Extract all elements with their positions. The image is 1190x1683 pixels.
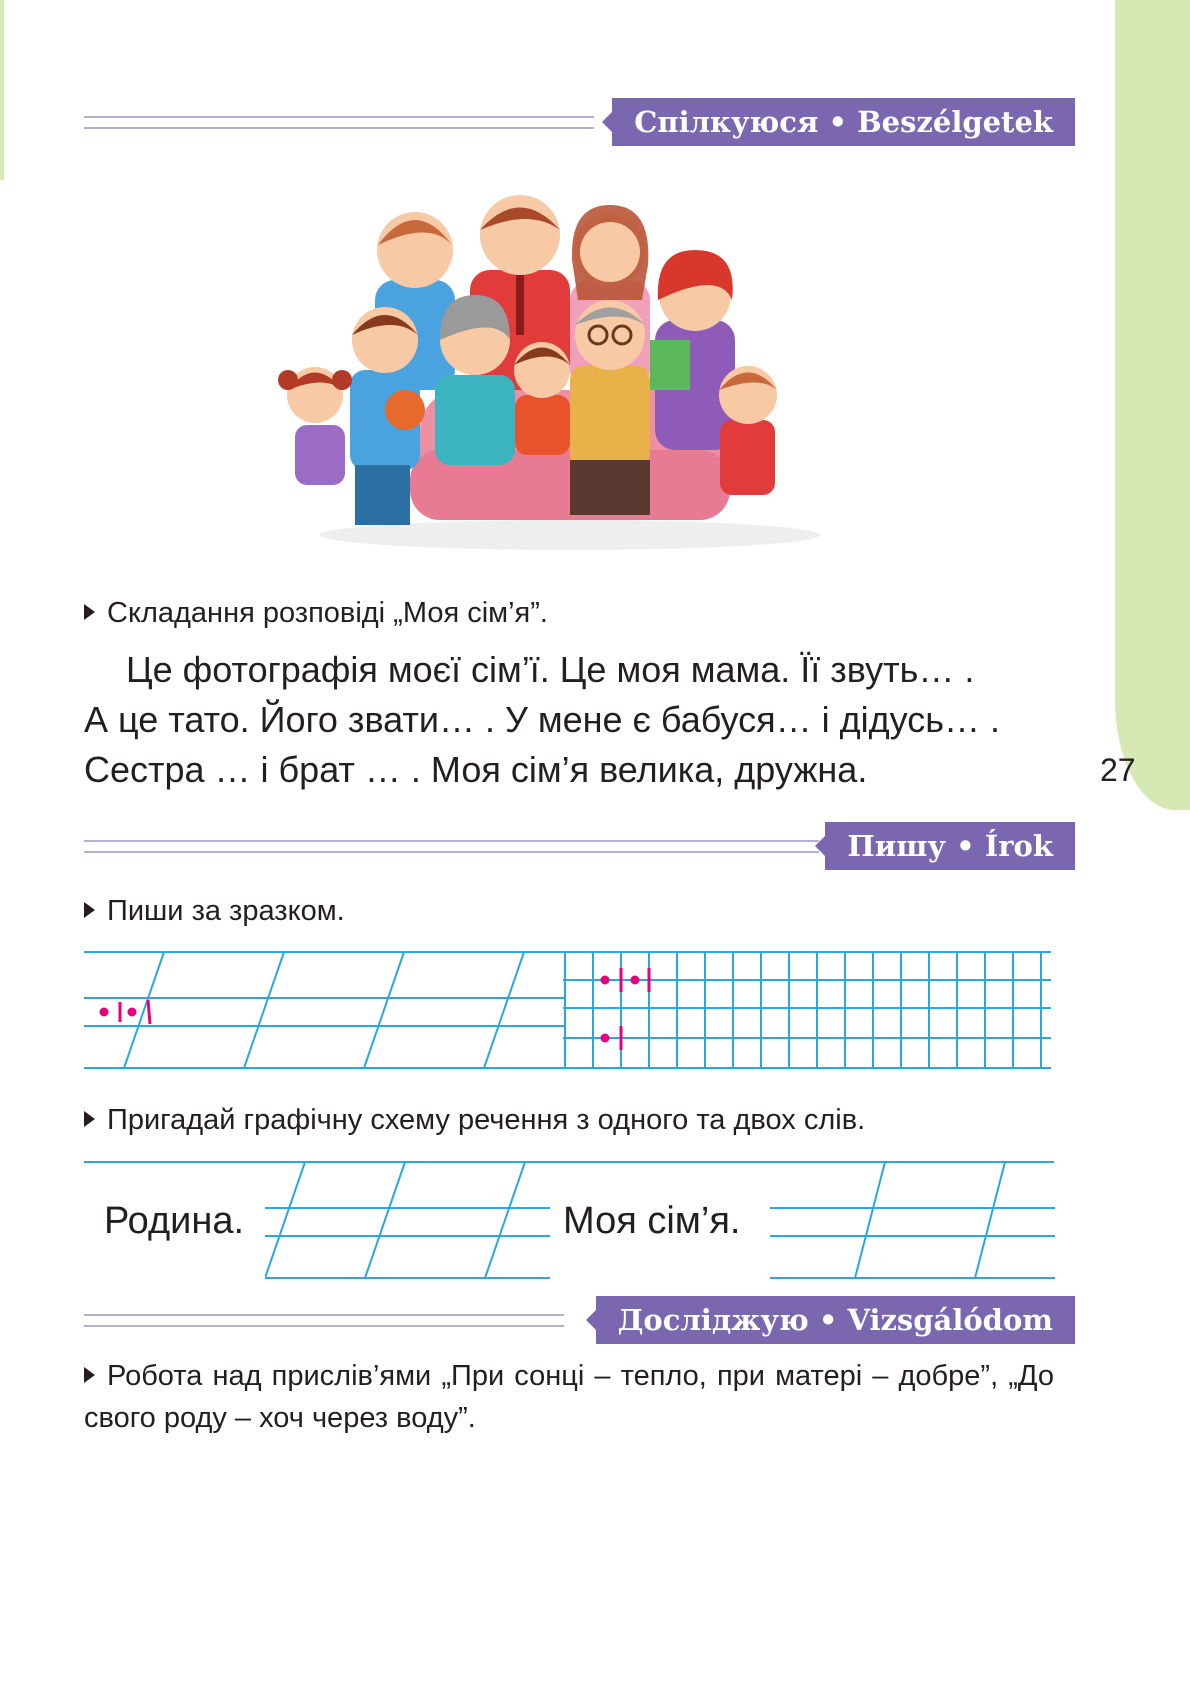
section-title-research: Досліджую • Vizsgálódom bbox=[596, 1296, 1075, 1344]
story-line: А це тато. Його звати… . У мене є бабуся… і дідусь… . bbox=[84, 699, 1001, 740]
section-rule bbox=[84, 840, 819, 853]
scheme-lines-one-word bbox=[265, 1160, 550, 1280]
page-edge-tab bbox=[1115, 0, 1190, 810]
grid-writing-cells bbox=[563, 950, 1053, 1070]
bullet-icon bbox=[84, 902, 95, 918]
left-edge-strip bbox=[0, 0, 4, 180]
section-rule bbox=[84, 1314, 564, 1327]
family-illustration bbox=[270, 190, 870, 560]
task-story: Складання розповіді „Моя сім’я”. bbox=[84, 593, 548, 633]
task-copy: Пиши за зразком. bbox=[84, 891, 345, 931]
bullet-icon bbox=[84, 1111, 95, 1127]
story-line: Це фотографія моєї сім’ї. Це моя мама. Її звуть… . bbox=[126, 649, 975, 690]
section-title-writing: Пишу • Írok bbox=[825, 822, 1075, 870]
scheme-word-one: Родина. bbox=[104, 1200, 245, 1242]
bullet-icon bbox=[84, 604, 95, 620]
bullet-icon bbox=[84, 1367, 95, 1383]
scheme-word-two: Моя сім’я. bbox=[563, 1200, 741, 1242]
story-line: Сестра … і брат … . Моя сім’я велика, дружна. bbox=[84, 749, 868, 790]
task-scheme: Пригадай графічну схему речення з одного та двох слів. bbox=[84, 1100, 865, 1140]
section-rule bbox=[84, 116, 594, 129]
story-text bbox=[84, 645, 1064, 795]
page-number: 27 bbox=[1100, 752, 1136, 788]
slanted-writing-lines bbox=[84, 950, 564, 1070]
task-proverbs: Робота над прислів’ями „При сонці – тепло, при матері – добре”, „До свого роду – хоч через воду”. bbox=[84, 1360, 1054, 1434]
section-title-speaking: Спілкуюся • Beszélgetek bbox=[612, 98, 1075, 146]
scheme-lines-two-words bbox=[770, 1160, 1055, 1280]
